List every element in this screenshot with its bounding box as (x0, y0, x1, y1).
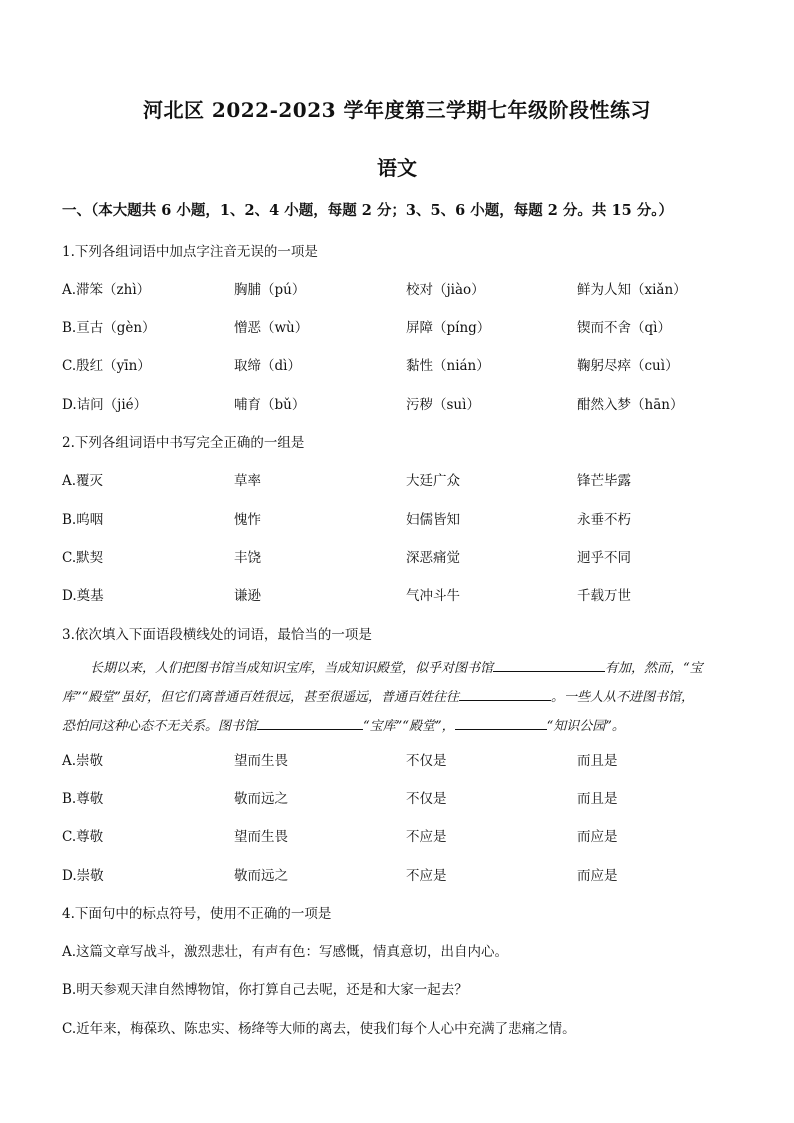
q3-blank-2 (459, 686, 551, 701)
q3-passage-part-1: 长期以来，人们把图书馆当成知识宝库，当成知识殿堂，似乎对图书馆 (90, 661, 494, 676)
q2-option-row-c (62, 546, 762, 568)
q3-d-1: D.崇敬 (62, 868, 104, 884)
q1-option-row-a (62, 278, 762, 300)
q1-option-row-d (62, 393, 762, 415)
q1-a-2: 胸脯（pú） (234, 282, 306, 298)
q2-d-1: D.奠基 (62, 588, 104, 604)
q2-a-1: A.覆灭 (62, 473, 104, 489)
q3-c-4: 而应是 (577, 829, 618, 845)
q3-c-3: 不应是 (406, 829, 447, 845)
q4-option-b: B.明天参观天津自然博物馆，你打算自己去呢，还是和大家一起去？ (62, 982, 468, 998)
q3-option-row-a (62, 749, 762, 771)
q3-passage-part-4: 。一些人从不进图书馆， (550, 690, 694, 705)
q2-option-row-a (62, 469, 762, 491)
q3-passage-part-3: 库”“殿堂”虽好，但它们离普通百姓很远，甚至很遥远，普通百姓往往 (62, 690, 459, 705)
q3-option-row-c (62, 825, 762, 847)
q1-d-4: 酣然入梦（hān） (577, 397, 684, 413)
q3-a-2: 望而生畏 (234, 753, 288, 769)
q1-c-4: 鞠躬尽瘁（cuì） (577, 358, 679, 374)
q3-passage (62, 654, 734, 741)
q1-a-1: A.滞笨（zhì） (62, 282, 151, 298)
q2-a-2: 草率 (234, 473, 261, 489)
q1-d-3: 污秽（suì） (406, 397, 480, 413)
q3-c-1: C.尊敬 (62, 829, 104, 845)
q2-a-4: 锋芒毕露 (577, 473, 631, 489)
q1-option-row-c (62, 354, 762, 376)
q1-b-2: 憎恶（wù） (234, 320, 309, 336)
subject-title: 语文 (377, 156, 417, 180)
q3-b-4: 而且是 (577, 791, 618, 807)
question-4-stem: 4.下面句中的标点符号，使用不正确的一项是 (62, 906, 332, 922)
q3-c-2: 望而生畏 (234, 829, 288, 845)
q3-a-3: 不仅是 (406, 753, 447, 769)
q3-a-4: 而且是 (577, 753, 618, 769)
q2-a-3: 大廷广众 (406, 473, 460, 489)
q1-d-1: D.诘问（jié） (62, 397, 148, 413)
q1-a-3: 校对（jiào） (406, 282, 485, 298)
q2-c-4: 迥乎不同 (577, 550, 631, 566)
q3-passage-part-7: “知识公园”。 (546, 719, 625, 734)
q1-c-3: 黏性（nián） (406, 358, 490, 374)
q1-b-4: 锲而不舍（qì） (577, 320, 671, 336)
q2-option-row-b (62, 508, 762, 530)
q2-d-3: 气冲斗牛 (406, 588, 460, 604)
q2-b-3: 妇儒皆知 (406, 512, 460, 528)
q3-passage-part-5: 恐怕同这种心态不无关系。图书馆 (62, 719, 258, 734)
q2-b-1: B.呜咽 (62, 512, 104, 528)
q3-passage-part-6: “宝库”“殿堂”， (363, 719, 455, 734)
q3-blank-3 (257, 715, 363, 730)
q3-d-3: 不应是 (406, 868, 447, 884)
question-2-stem: 2.下列各组词语中书写完全正确的一组是 (62, 435, 305, 451)
q1-c-1: C.殷红（yīn） (62, 358, 151, 374)
q1-b-1: B.亘古（gèn） (62, 320, 156, 336)
question-3-stem: 3.依次填入下面语段横线处的词语，最恰当的一项是 (62, 627, 372, 643)
q2-d-2: 谦逊 (234, 588, 261, 604)
q1-a-4: 鲜为人知（xiǎn） (577, 282, 687, 298)
q3-d-4: 而应是 (577, 868, 618, 884)
q2-b-4: 永垂不朽 (577, 512, 631, 528)
q1-d-2: 哺育（bǔ） (234, 397, 306, 413)
q3-passage-part-2: 有加，然而，“宝 (605, 661, 703, 676)
q3-d-2: 敬而远之 (234, 868, 288, 884)
q1-option-row-b (62, 316, 762, 338)
q2-c-3: 深恶痛觉 (406, 550, 460, 566)
q3-option-row-b (62, 787, 762, 809)
q4-option-c: C.近年来，梅葆玖、陈忠实、杨绛等大师的离去，使我们每个人心中充满了悲痛之情。 (62, 1021, 576, 1037)
q3-a-1: A.崇敬 (62, 753, 104, 769)
q2-option-row-d (62, 584, 762, 606)
q3-blank-4 (455, 715, 547, 730)
section-heading: 一、（本大题共 6 小题，1、2、4 小题，每题 2 分；3、5、6 小题，每题 2 分。共 15 分。） (62, 202, 673, 219)
q3-b-1: B.尊敬 (62, 791, 104, 807)
q2-b-2: 愧怍 (234, 512, 261, 528)
q3-blank-1 (493, 657, 605, 672)
q2-d-4: 千载万世 (577, 588, 631, 604)
exam-title: 河北区 2022-2023 学年度第三学期七年级阶段性练习 (142, 98, 652, 122)
q3-b-2: 敬而远之 (234, 791, 288, 807)
question-1-stem: 1.下列各组词语中加点字注音无误的一项是 (62, 244, 318, 260)
q4-option-a: A.这篇文章写战斗，激烈悲壮，有声有色：写感慨，情真意切，出自内心。 (62, 944, 509, 960)
q1-c-2: 取缔（dì） (234, 358, 301, 374)
q1-b-3: 屏障（píng） (406, 320, 491, 336)
q3-option-row-d (62, 864, 762, 886)
q2-c-1: C.默契 (62, 550, 104, 566)
q3-b-3: 不仅是 (406, 791, 447, 807)
q2-c-2: 丰饶 (234, 550, 261, 566)
